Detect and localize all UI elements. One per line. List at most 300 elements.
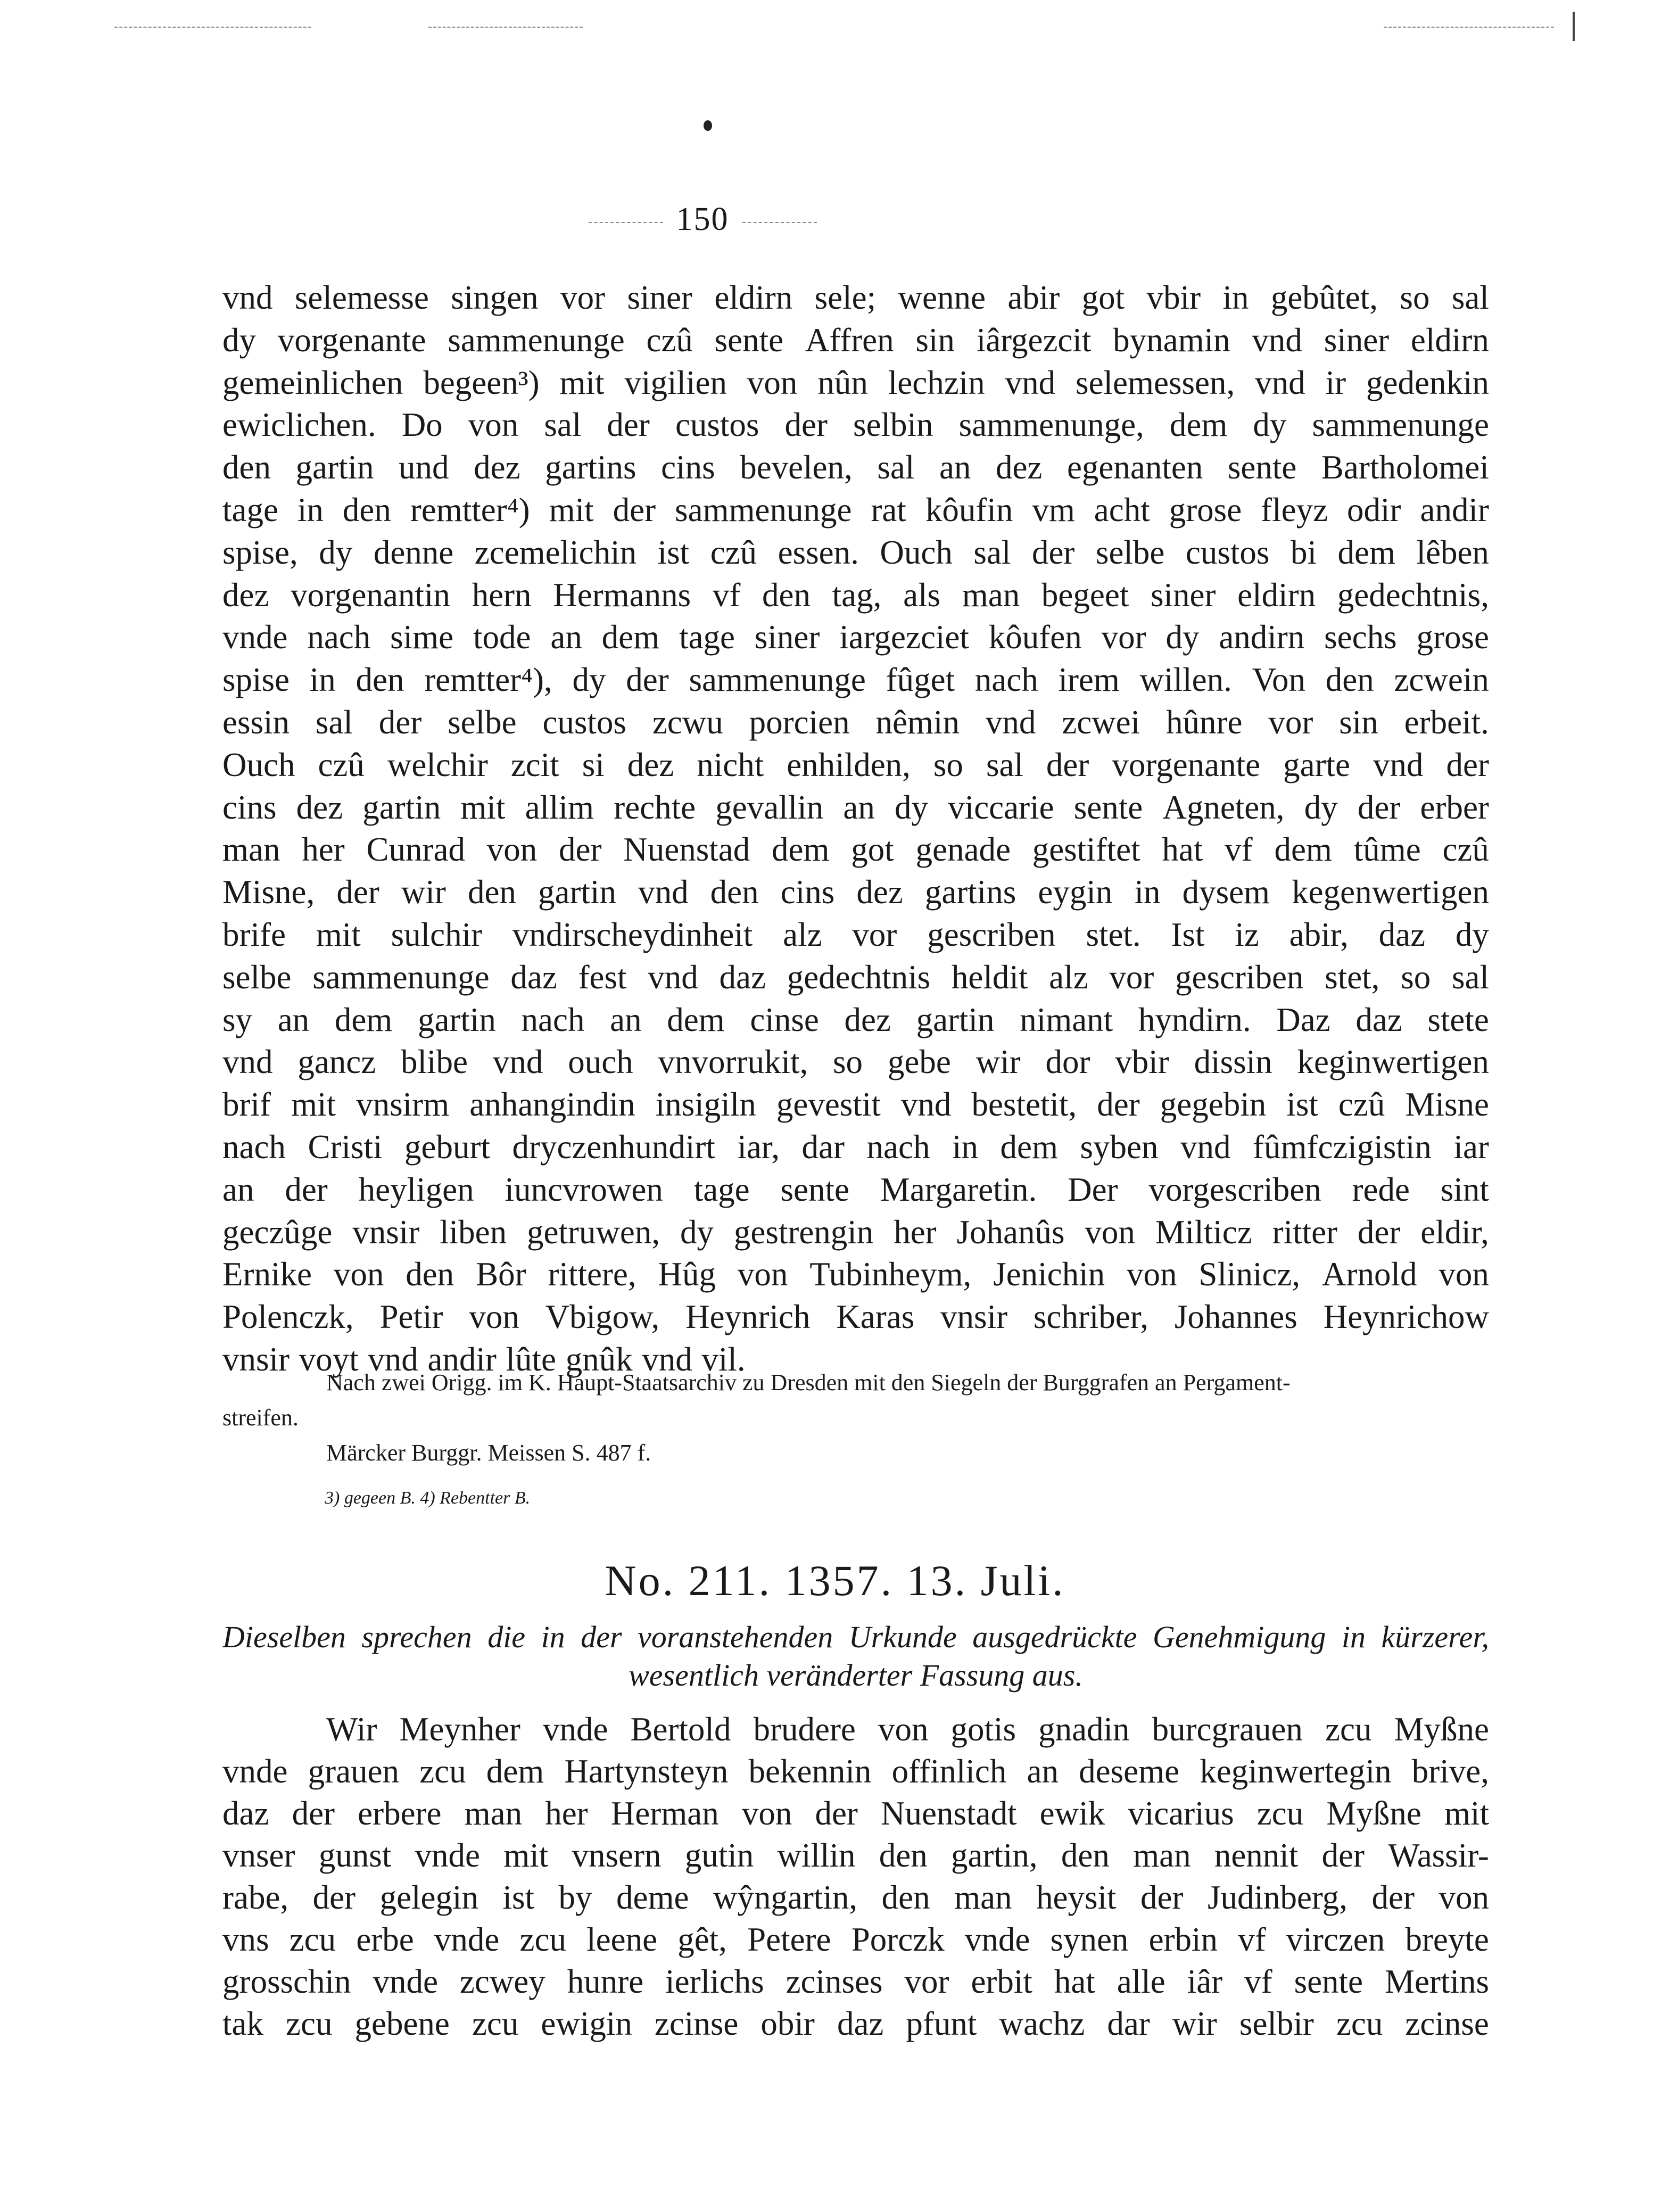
word: gescriben: [927, 915, 1056, 953]
top-scan-rule-middle: [428, 27, 583, 28]
word: sulchir: [391, 915, 483, 953]
word: gartin: [538, 873, 616, 911]
word: vf: [1244, 1963, 1272, 2000]
word: gemeinlichen: [222, 364, 403, 401]
word: von: [468, 406, 519, 444]
word: voyt: [299, 1340, 359, 1378]
word: Der: [1068, 1170, 1118, 1208]
word: daz: [837, 2005, 884, 2042]
word: der: [312, 1879, 356, 1916]
word: anhangindin: [469, 1086, 635, 1124]
header-dash-left: [589, 222, 663, 223]
word: man: [954, 1879, 1012, 1916]
top-scan-rule-left: [114, 27, 311, 28]
word: essen.: [778, 533, 859, 571]
word: gestrengin: [733, 1213, 874, 1251]
text-line: [222, 1211, 1489, 1254]
word: Bôr: [476, 1256, 526, 1293]
word: gartins: [545, 449, 636, 486]
word: stet.: [1086, 915, 1141, 953]
word: in: [309, 661, 336, 699]
word: sammenunge: [312, 958, 490, 996]
word: sint: [1440, 1170, 1489, 1208]
word: von: [486, 831, 538, 869]
word: so: [933, 746, 963, 783]
text-line: [222, 404, 1489, 447]
text-line: [222, 914, 1489, 956]
word: an: [222, 1170, 254, 1208]
word: Johanûs: [956, 1213, 1065, 1251]
word: mit: [460, 788, 506, 826]
word: den: [342, 491, 391, 529]
word: gancz: [297, 1043, 376, 1081]
text-line: [222, 1793, 1489, 1835]
word: zcu: [1336, 2005, 1383, 2042]
word: zcu: [419, 1753, 466, 1790]
word: gotis: [950, 1711, 1016, 1748]
word: cinse: [750, 1001, 819, 1038]
word: dez: [844, 1001, 891, 1038]
word: der: [285, 1170, 328, 1208]
text-line: [222, 1169, 1489, 1211]
word: hûnre: [1166, 703, 1243, 741]
word: vnvorrukit,: [658, 1043, 808, 1081]
word: dy: [1304, 788, 1338, 826]
word: gebûtet,: [1270, 279, 1378, 316]
word: tag,: [832, 576, 882, 614]
word: dez: [995, 449, 1043, 486]
word: gevallin: [715, 788, 824, 826]
word: gnadin: [1038, 1711, 1130, 1748]
word: der: [1140, 1879, 1184, 1916]
word: selbe: [1095, 533, 1165, 571]
word: daz: [719, 958, 766, 996]
word: bestetit,: [971, 1086, 1077, 1124]
text-line: [222, 999, 1489, 1042]
word: andir: [427, 1340, 497, 1378]
word: vor: [852, 915, 897, 953]
word: ritter: [1272, 1213, 1338, 1251]
word: vnsir: [352, 1213, 420, 1251]
word: hat: [1162, 831, 1203, 869]
word: lêben: [1416, 533, 1489, 571]
word: nach: [222, 1128, 286, 1166]
page-number: 150: [676, 201, 729, 237]
word: dy: [1455, 915, 1489, 953]
word: got: [851, 831, 894, 869]
word: erber: [1420, 788, 1489, 826]
header-dash-right: [742, 222, 817, 223]
word: Do: [401, 406, 443, 444]
word: gescriben: [1175, 958, 1304, 996]
word: sal: [1451, 279, 1489, 316]
word: dem: [1337, 533, 1395, 571]
word: eldirn: [1410, 321, 1489, 359]
word: cins: [780, 873, 835, 911]
word: tage: [222, 491, 278, 529]
word: rede: [1352, 1170, 1410, 1208]
word: vil.: [701, 1340, 746, 1378]
word: virczen: [1286, 1921, 1385, 1958]
word: ierlichs: [665, 1963, 764, 2000]
word: essin: [222, 703, 290, 741]
word: Nuenstadt: [881, 1795, 1017, 1832]
word: dy: [1165, 618, 1200, 656]
source-note-line: Nach zwei Origg. im K. Haupt-Staatsarchiv zu Dresden mit den Siegeln der Burggrafen an Pergament-: [326, 1369, 1291, 1396]
word: sal: [1451, 958, 1489, 996]
word: vnd: [900, 1086, 952, 1124]
word: grose: [1169, 491, 1242, 529]
continued-charter-text: [222, 277, 1489, 1381]
word: vndirscheydinheit: [512, 915, 753, 953]
word: der: [815, 1795, 858, 1832]
word: in: [952, 1128, 978, 1166]
word: denne: [373, 533, 454, 571]
word: ewiclichen.: [222, 406, 376, 444]
word: vbir: [1115, 1043, 1169, 1081]
word: siner: [627, 279, 692, 316]
word: dem: [1000, 1128, 1058, 1166]
word: zcu: [1325, 1711, 1372, 1748]
word: der: [1097, 1086, 1140, 1124]
word: mit: [559, 364, 605, 401]
word: von: [878, 1711, 929, 1748]
word: dem: [486, 1753, 544, 1790]
word: iar: [1453, 1128, 1489, 1166]
top-scan-rule-right: [1384, 27, 1554, 28]
word: iuncvrowen: [505, 1170, 663, 1208]
word: brudere: [753, 1711, 856, 1748]
word: Ouch: [222, 746, 295, 783]
word: Herman: [610, 1795, 719, 1832]
word: Nuenstad: [623, 831, 750, 869]
text-line: [222, 319, 1489, 362]
word: bekennin: [748, 1753, 872, 1790]
word: zcinses: [786, 1963, 883, 2000]
word: sente: [1294, 1963, 1363, 2000]
word: gutin: [684, 1837, 754, 1874]
word: Petere: [747, 1921, 831, 1958]
word: vnd: [642, 1340, 692, 1378]
word: offinlich: [891, 1753, 1007, 1790]
word: gedenkin: [1366, 364, 1489, 401]
word: czû: [318, 746, 365, 783]
word: nach: [974, 661, 1038, 699]
word: eldirn: [1237, 576, 1316, 614]
word: bynamin: [1113, 321, 1230, 359]
word: sele;: [814, 279, 877, 316]
word: sammenunge: [689, 661, 866, 699]
word: gebe: [887, 1043, 951, 1081]
word: vnd: [222, 1043, 273, 1081]
word: her: [302, 831, 345, 869]
word: Myßne: [1394, 1711, 1489, 1748]
word: zcwei: [1062, 703, 1140, 741]
word: zcu: [286, 2005, 333, 2042]
word: man: [1133, 1837, 1191, 1874]
word: hyndirn.: [1138, 1001, 1251, 1038]
word: gegebin: [1160, 1086, 1267, 1124]
word: von: [1085, 1213, 1135, 1251]
word: gedechtnis: [787, 958, 931, 996]
word: liben: [440, 1213, 507, 1251]
word: rat: [871, 491, 906, 529]
word: daz: [1355, 1001, 1402, 1038]
word: gnûk: [565, 1340, 633, 1378]
word: vnd: [1373, 746, 1424, 783]
ink-dot-mark: [704, 120, 712, 131]
word: sime: [390, 618, 454, 656]
word: ist: [502, 1879, 535, 1916]
word: egenanten: [1067, 449, 1203, 486]
word: an: [550, 618, 582, 656]
word: gartin,: [950, 1837, 1038, 1874]
word: vorgescriben: [1148, 1170, 1321, 1208]
word: an: [1027, 1753, 1059, 1790]
word: der: [292, 1795, 335, 1832]
word: zcu: [472, 2005, 519, 2042]
word: den: [467, 873, 516, 911]
word: der: [784, 406, 828, 444]
word: grose: [1416, 618, 1489, 656]
word: insigiln: [655, 1086, 756, 1124]
word: siner: [1324, 321, 1390, 359]
word: heldit: [951, 958, 1028, 996]
word: custos: [675, 406, 759, 444]
word: sy: [222, 1001, 253, 1038]
word: tage: [679, 618, 735, 656]
word: den: [356, 661, 404, 699]
word: von: [737, 1256, 788, 1293]
word: den: [1061, 1837, 1110, 1874]
word: Ernike: [222, 1256, 312, 1293]
word: Genehmigung: [1153, 1620, 1326, 1654]
word: vorgenante: [1112, 746, 1261, 783]
word: vor: [560, 279, 606, 316]
word: vnd: [638, 873, 689, 911]
word: zcemelichin: [474, 533, 637, 571]
word: und: [399, 449, 449, 486]
word: Bertold: [630, 1711, 731, 1748]
word: der: [336, 873, 379, 911]
word: stet,: [1325, 958, 1380, 996]
word: iar,: [737, 1128, 780, 1166]
word: daz: [1378, 915, 1426, 953]
word: vor: [904, 1963, 949, 2000]
word: sente: [1073, 788, 1143, 826]
word: der: [1321, 1837, 1365, 1874]
word: sammenunge: [448, 321, 625, 359]
word: Heynrich: [685, 1298, 811, 1336]
text-line: [222, 871, 1489, 914]
word: gartin: [362, 788, 441, 826]
word: sammenunge: [675, 491, 852, 529]
word: sal: [973, 533, 1011, 571]
word: Slinicz,: [1198, 1256, 1301, 1293]
word: als: [903, 576, 941, 614]
word: enhilden,: [787, 746, 911, 783]
word: den: [762, 576, 811, 614]
word: dar: [801, 1128, 845, 1166]
word: vf: [1238, 1921, 1266, 1958]
word: selbir: [1239, 2005, 1314, 2042]
word: czû: [1338, 1086, 1385, 1124]
text-line: [222, 1751, 1489, 1793]
word: zcinse: [654, 2005, 739, 2042]
word: dryczenhundirt: [512, 1128, 715, 1166]
word: den: [1325, 661, 1374, 699]
word: mit: [503, 1837, 549, 1874]
word: bevelen,: [740, 449, 853, 486]
word: mit: [316, 915, 361, 953]
word: Daz: [1276, 1001, 1330, 1038]
word: Jenichin: [993, 1256, 1105, 1293]
word: nimant: [1020, 1001, 1113, 1038]
word: erbit: [971, 1963, 1032, 2000]
text-line: [222, 616, 1489, 659]
word: vnd: [1252, 321, 1302, 359]
word: blibe: [401, 1043, 468, 1081]
word: nach: [866, 1128, 930, 1166]
word: Margaretin.: [880, 1170, 1037, 1208]
word: der: [1446, 746, 1489, 783]
word: Cunrad: [366, 831, 465, 869]
word: dem: [771, 831, 830, 869]
word: der: [1031, 533, 1075, 571]
word: dy: [1253, 406, 1287, 444]
word: heysit: [1036, 1879, 1117, 1916]
word: Cristi: [308, 1128, 383, 1166]
word: sin: [915, 321, 955, 359]
word: selemessen,: [1076, 364, 1235, 401]
word: breyte: [1405, 1921, 1489, 1958]
word: vnsern: [572, 1837, 662, 1874]
word: Milticz: [1155, 1213, 1252, 1251]
word: vicarius: [1128, 1795, 1234, 1832]
text-line: [222, 1253, 1489, 1296]
word: tode: [473, 618, 531, 656]
word: sammenunge: [1312, 406, 1489, 444]
word: dez: [856, 873, 903, 911]
word: synen: [1050, 1921, 1129, 1958]
word: gestiftet: [1032, 831, 1140, 869]
word: von: [1127, 1256, 1177, 1293]
word: alle: [1117, 1963, 1165, 2000]
word: pfunt: [906, 2005, 977, 2042]
word: dissin: [1194, 1043, 1272, 1081]
word: erbin: [1148, 1921, 1218, 1958]
word: dez: [474, 449, 520, 486]
word: sal: [877, 449, 915, 486]
word: in: [297, 491, 324, 529]
word: genade: [915, 831, 1011, 869]
word: in: [1222, 279, 1249, 316]
word: sente: [780, 1170, 849, 1208]
word: vnde: [964, 1921, 1030, 1958]
word: dez: [296, 788, 343, 826]
word: Karas: [836, 1298, 915, 1336]
text-line: [222, 659, 1489, 701]
word: cins: [222, 788, 277, 826]
word: in: [541, 1620, 565, 1654]
word: vorgenantin: [291, 576, 450, 614]
word: zcwein: [1394, 661, 1489, 699]
word: begeen³): [423, 364, 540, 401]
word: fûget: [886, 661, 955, 699]
word: getruwen,: [526, 1213, 660, 1251]
word: Misne,: [222, 873, 315, 911]
word: hat: [1054, 1963, 1095, 2000]
word: gunst: [318, 1837, 392, 1874]
word: tak: [222, 2005, 263, 2042]
word: sente: [714, 321, 784, 359]
word: got: [1081, 279, 1125, 316]
word: dy: [680, 1213, 714, 1251]
word: dez: [222, 576, 269, 614]
word: von: [1438, 1256, 1489, 1293]
word: kôufin: [925, 491, 1013, 529]
word: an: [843, 788, 875, 826]
word: nennit: [1214, 1837, 1299, 1874]
word: gartin: [916, 1001, 995, 1038]
word: begeet: [1041, 576, 1129, 614]
word: wachz: [999, 2005, 1085, 2042]
word: her: [545, 1795, 588, 1832]
word: so: [1401, 958, 1431, 996]
word: ausgedrückte: [972, 1620, 1137, 1654]
word: dor: [1045, 1043, 1090, 1081]
word: ist: [1286, 1086, 1318, 1124]
word: viccarie: [948, 788, 1054, 826]
word: porcien: [749, 703, 850, 741]
word: custos: [1185, 533, 1270, 571]
word: den: [406, 1256, 454, 1293]
word: kegenwertigen: [1292, 873, 1489, 911]
word: Ist: [1171, 915, 1205, 953]
word: der: [378, 703, 422, 741]
word: vns: [222, 1921, 269, 1958]
word: nach: [521, 1001, 585, 1038]
text-line: [222, 701, 1489, 744]
word: zcu: [1256, 1795, 1304, 1832]
word: ist: [657, 533, 690, 571]
word: erbeit.: [1404, 703, 1489, 741]
word: willin: [777, 1837, 856, 1874]
word: gedechtnis,: [1337, 576, 1489, 614]
word: remtter⁴): [410, 491, 530, 529]
document-211-text: [222, 1708, 1489, 2045]
word: fûmfczigistin: [1253, 1128, 1432, 1166]
word: Polenczk,: [222, 1298, 354, 1336]
word: grauen: [308, 1753, 400, 1790]
word: Meynher: [399, 1711, 520, 1748]
word: ir: [1325, 364, 1346, 401]
word: gêt,: [677, 1921, 727, 1958]
word: acht: [1094, 491, 1150, 529]
word: Hûg: [658, 1256, 716, 1293]
word: Ouch: [880, 533, 953, 571]
source-note: [222, 1365, 1489, 1471]
word: erbere: [358, 1795, 442, 1832]
word: abir: [1007, 279, 1060, 316]
word: willen.: [1139, 661, 1232, 699]
word: dy: [572, 661, 606, 699]
word: Affren: [805, 321, 894, 359]
word: vnde: [373, 1963, 438, 2000]
word: keginwertegin: [1200, 1753, 1392, 1790]
word: spise,: [222, 533, 298, 571]
word: fest: [578, 958, 627, 996]
